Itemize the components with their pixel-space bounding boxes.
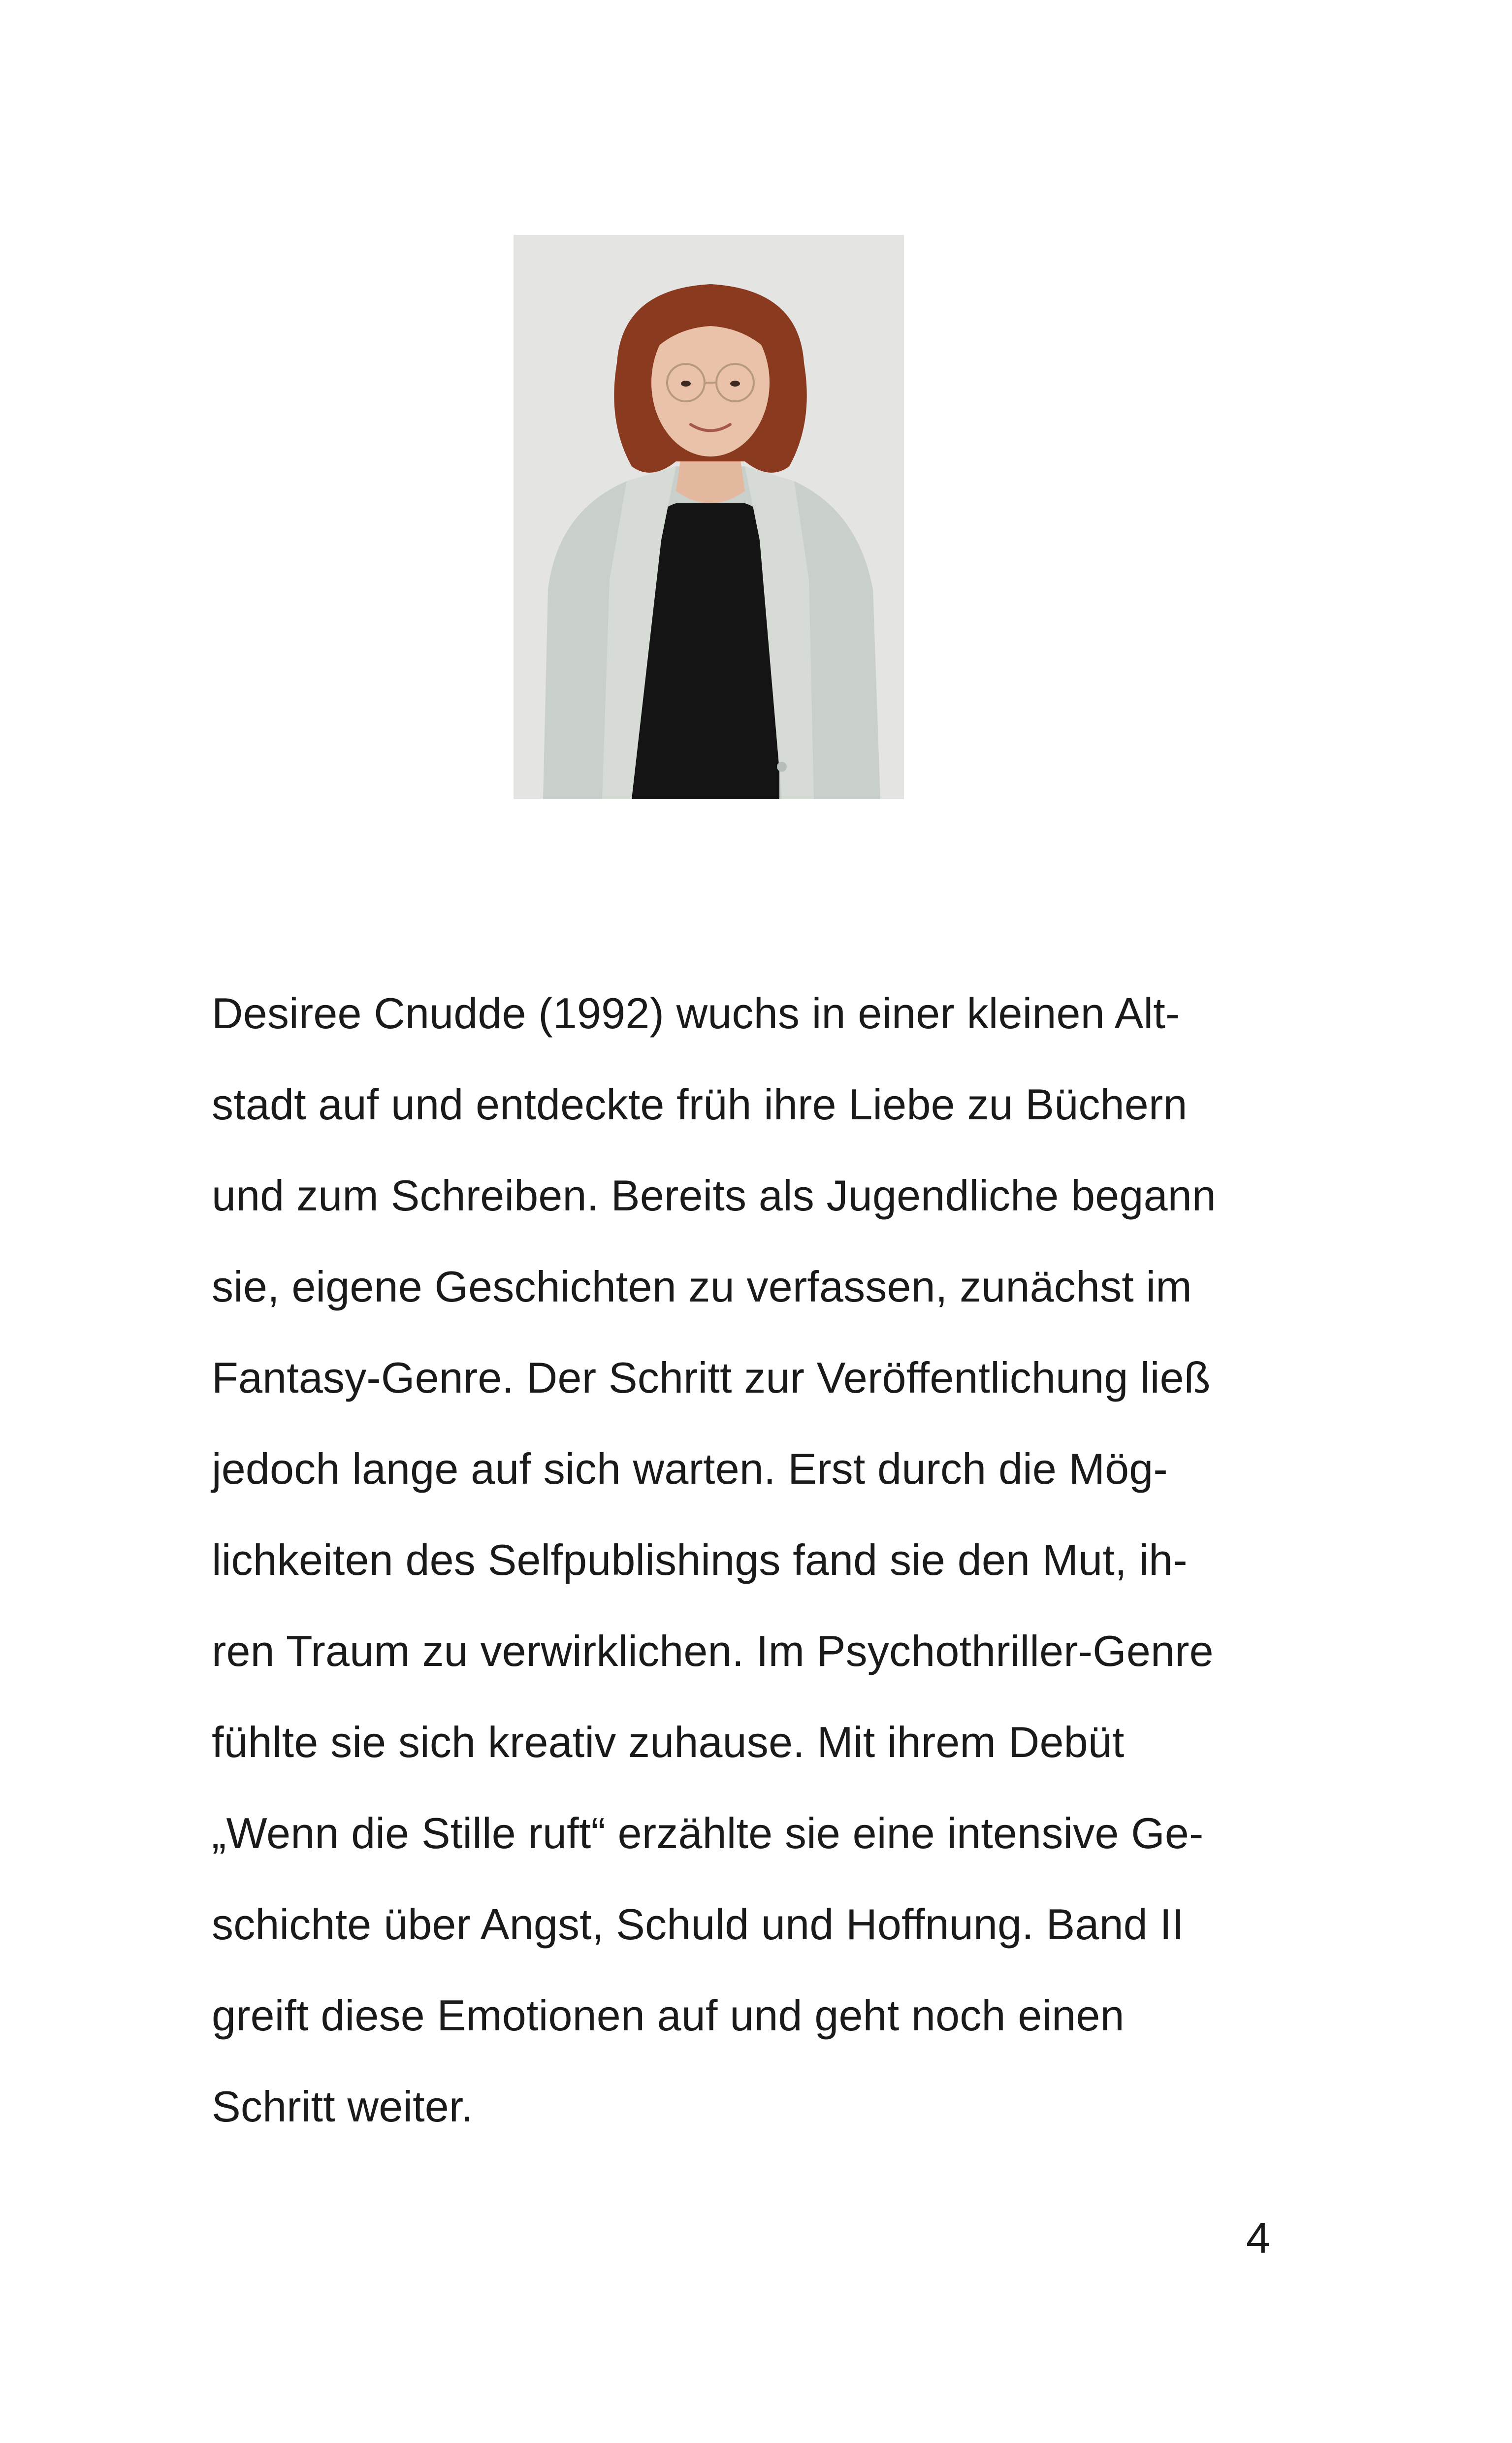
bio-line: fühlte sie sich kreativ zuhause. Mit ihrem Debüt <box>212 1718 1125 1766</box>
bio-line: Schritt weiter. <box>212 2082 474 2131</box>
bio-line: „Wenn die Stille ruft“ erzählte sie eine intensive Ge- <box>212 1809 1204 1857</box>
bio-line: Desiree Cnudde (1992) wuchs in einer kleinen Alt- <box>212 989 1180 1038</box>
bio-line: sie, eigene Geschichten zu verfassen, zunächst im <box>212 1262 1192 1311</box>
bio-line: und zum Schreiben. Bereits als Jugendliche begann <box>212 1171 1216 1220</box>
page-number: 4 <box>1246 2214 1270 2262</box>
bio-line: schichte über Angst, Schuld und Hoffnung. Band II <box>212 1900 1184 1949</box>
author-biography <box>212 968 1324 2152</box>
author-photo <box>514 235 904 799</box>
bio-line: jedoch lange auf sich warten. Erst durch die Mög- <box>212 1444 1168 1493</box>
bio-line: greift diese Emotionen auf und geht noch einen <box>212 1991 1125 2040</box>
bio-line: ren Traum zu verwirklichen. Im Psychothriller-Genre <box>212 1627 1214 1675</box>
bio-line: stadt auf und entdeckte früh ihre Liebe zu Büchern <box>212 1080 1188 1129</box>
bio-line: Fantasy-Genre. Der Schritt zur Veröffentlichung ließ <box>212 1353 1211 1402</box>
bio-line: lichkeiten des Selfpublishings fand sie den Mut, ih- <box>212 1535 1188 1584</box>
author-portrait-image <box>514 235 904 799</box>
